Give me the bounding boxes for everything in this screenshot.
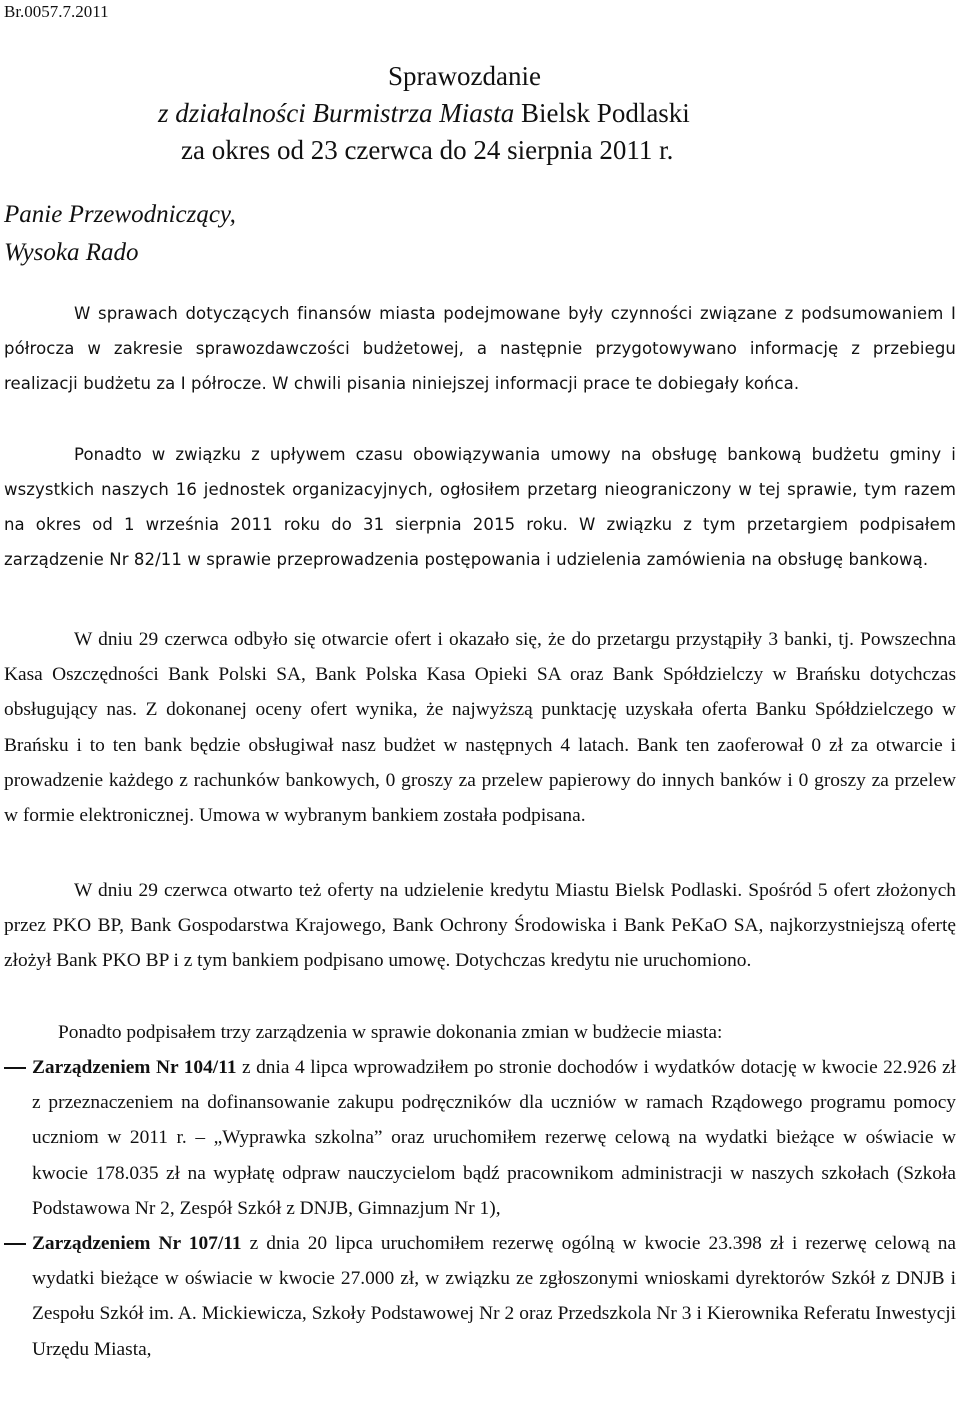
document-reference: Br.0057.7.2011 <box>4 2 109 21</box>
paragraph-finances: W sprawach dotyczących finansów miasta podejmowane były czynności związane z podsumowaniem I półrocza w zakresie sprawozdawczości budżetowej, a następnie przygotowywano informację z przebiegu realizacji budżetu za I półrocze. W chwili pisania niniejszej informacji prace te dobiegały końca. <box>4 304 956 393</box>
dash-bullet-icon <box>4 1067 26 1069</box>
list-item <box>4 1050 956 1226</box>
salutation-line-2: Wysoka Rado <box>4 239 139 266</box>
paragraph-bank-tender: Ponadto w związku z upływem czasu obowiązywania umowy na obsługę bankową budżetu gminy i wszystkich naszych 16 jednostek organizacyjnych, ogłosiłem przetarg nieograniczony w tej sprawie, tym razem na okres od 1 września 2011 roku do 31 sierpnia 2015 roku. W związku z tym przetargiem podpisałem zarządzenie Nr 82/11 w sprawie przeprowadzenia postępowania i udzielenia zamówienia na obsługę bankową. <box>4 445 956 569</box>
paragraph-offers-block <box>4 622 956 833</box>
title-line-2-rest: Bielsk Podlaski <box>514 98 690 128</box>
salutation <box>4 196 236 272</box>
list-item <box>4 1226 956 1367</box>
paragraph-bank-tender-block <box>4 437 956 577</box>
title-line-3: za okres od 23 czerwca do 24 sierpnia 2011 r. <box>181 135 674 165</box>
paragraph-credit: W dniu 29 czerwca otwarto też oferty na udzielenie kredytu Miastu Bielsk Podlaski. Spośród 5 ofert złożonych przez PKO BP, Bank Gospodarstwa Krajowego, Bank Ochrony Środowiska i Bank PeKaO SA, najkorzystniejszą ofertę złożył Bank PKO BP i z tym bankiem podpisano umowę. Dotychczas kredytu nie uruchomiono. <box>4 880 956 972</box>
paragraph-budget-changes: Ponadto podpisałem trzy zarządzenia w sprawie dokonania zmian w budżecie miasta: <box>58 1022 723 1043</box>
paragraph-offers: W dniu 29 czerwca odbyło się otwarcie ofert i okazało się, że do przetargu przystąpiły 3 banki, tj. Powszechna Kasa Oszczędności Bank Polski SA, Bank Polska Kasa Opieki SA oraz Bank Spółdzielczy w Brańsku dotychczas obsługujący nas. Z dokonanej oceny ofert wynika, że najwyższą punktację uzyskała oferta Banku Spółdzielczego w Brańsku i to ten bank będzie obsługiwał nasz budżet w następnych 4 latach. Bank ten zaoferował 0 zł za otwarcie i prowadzenie każdego z rachunków bankowych, 0 groszy za przelew papierowy do innych banków i 0 groszy za przelew w formie elektronicznej. Umowa w wybranym bankiem została podpisana. <box>4 629 956 827</box>
paragraph-finances-block <box>4 296 956 401</box>
title-line-2 <box>158 95 690 131</box>
dash-bullet-icon <box>4 1243 26 1245</box>
paragraph-budget-changes-block <box>4 1015 956 1050</box>
ordinance-number: Zarządzeniem Nr 104/11 <box>32 1057 237 1078</box>
paragraph-credit-block <box>4 873 956 979</box>
title-line-2-italic: z działalności Burmistrza Miasta <box>158 98 515 128</box>
ordinance-number: Zarządzeniem Nr 107/11 <box>32 1233 242 1255</box>
ordinance-text: z dnia 4 lipca wprowadziłem po stronie dochodów i wydatków dotację w kwocie 22.926 zł z przeznaczeniem na dofinansowanie zakupu podręczników dla uczniów w ramach Rządowego programu pomocy uczniom w 2011 r. – „Wyprawka szkolna” oraz uruchomiłem rezerwę celową na wydatki bieżące w oświacie w kwocie 178.035 zł na wypłatę odpraw nauczycielom bądź pracownikom administracji w naszych szkołach (Szkoła Podstawowa Nr 2, Zespół Szkół z DNJB, Gimnazjum Nr 1), <box>32 1057 956 1219</box>
title-line-1: Sprawozdanie <box>388 61 541 91</box>
salutation-line-1: Panie Przewodniczący, <box>4 201 236 228</box>
ordinance-text: z dnia 20 lipca uruchomiłem rezerwę ogólną w kwocie 23.398 zł i rezerwę celową na wydatki bieżące w oświacie w kwocie 27.000 zł, w związku ze zgłoszonymi wnioskami dyrektorów Szkół z DNJB i Zespołu Szkół im. A. Mickiewicza, Szkoły Podstawowej Nr 2 oraz Przedszkola Nr 3 i Kierownika Referatu Inwestycji Urzędu Miasta, <box>32 1233 956 1360</box>
ordinance-list <box>4 1050 956 1367</box>
